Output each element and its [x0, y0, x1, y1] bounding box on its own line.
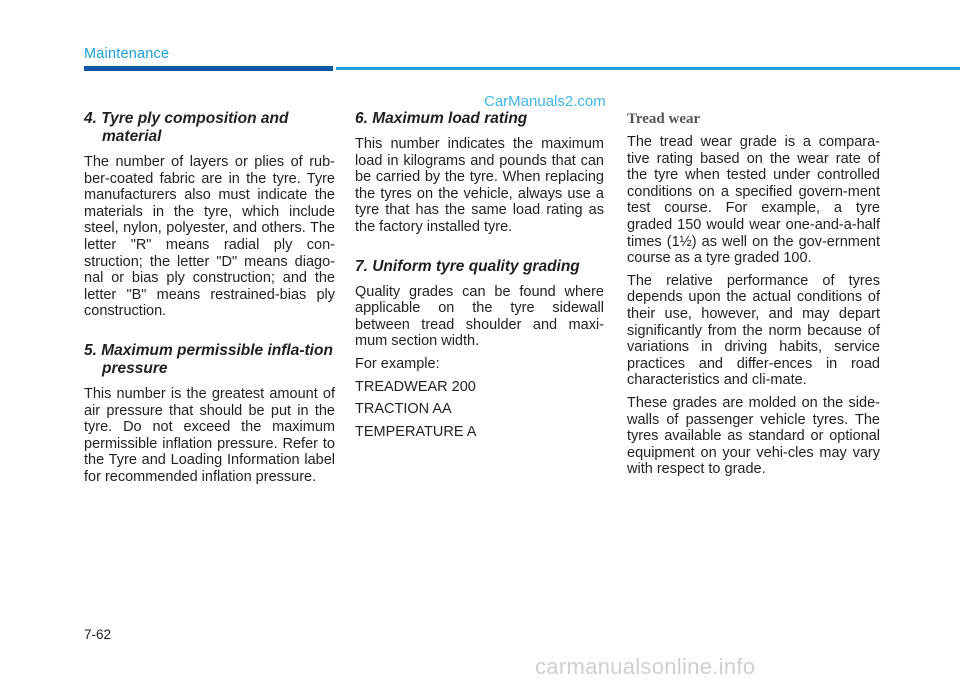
heading-max-load-rating: 6. Maximum load rating: [355, 110, 528, 127]
example-temperature: TEMPERATURE A: [355, 423, 477, 440]
heading-ply-composition: 4. Tyre ply composition and material: [84, 110, 289, 145]
site-watermark: carmanualsonline.info: [535, 654, 756, 679]
column-2: [355, 110, 604, 446]
example-treadwear: TREADWEAR 200: [355, 378, 476, 395]
paragraph-tread-wear-2: The relative performance of tyres depends upon the actual conditions of their use, however, and may depart significantly from the norm because of variations in driving habits, service practices and differ-ences in road characteristics and cli-mate.: [627, 272, 880, 389]
paragraph-uniform-quality-grading: Quality grades can be found where applicable on the tyre sidewall between tread shoulder and maxi-mum section width.: [355, 283, 604, 350]
paragraph-max-load-rating: This number indicates the maximum load in kilograms and pounds that can be carried by the tyre. When replacing the tyres on the vehicle, always use a tyre that has the same load rating as the factory installed tyre.: [355, 136, 604, 235]
header-rule-dark: [84, 66, 333, 71]
column-3: [627, 110, 880, 484]
heading-uniform-quality-grading: 7. Uniform tyre quality grading: [355, 257, 580, 275]
example-label: For example:: [355, 355, 440, 372]
header-rule-light: [336, 67, 960, 70]
heading-max-inflation-pressure: 5. Maximum permissible infla-tion pressure: [84, 341, 333, 377]
paragraph-ply-composition: The number of layers or plies of rub-ber-coated fabric are in the tyre. Tyre manufacturers also must indicate the materials in the tyre, which include steel, nylon, polyester, and others. The letter "R" means radial ply con-struction; the letter "D" means diago-nal or bias ply construction; and the letter "B" means restrained-bias ply construction.: [84, 154, 335, 320]
heading-tread-wear: Tread wear: [627, 111, 701, 127]
section-title: Maintenance: [84, 46, 170, 62]
paragraph-tread-wear-1: The tread wear grade is a compara-tive rating based on the wear rate of the tyre when tested under controlled conditions on a specified govern-ment test course. For example, a tyre graded 150 would wear one-and-a-half times (1½) as well on the gov-ernment course as a tyre graded 100.: [627, 134, 880, 267]
paragraph-max-inflation-pressure: This number is the greatest amount of air pressure that should be put in the tyre. Do not exceed the maximum permissible inflation pressure. Refer to the Tyre and Loading Information label for recommended inflation pressure.: [84, 385, 335, 485]
page-number: 7-62: [84, 627, 112, 642]
watermark: CarManuals2.com: [484, 93, 606, 110]
paragraph-tread-wear-3: These grades are molded on the side-walls of passenger vehicle tyres. The tyres available as standard or optional equipment on your vehi-cles may vary with respect to grade.: [627, 394, 880, 478]
example-traction: TRACTION AA: [355, 401, 452, 418]
column-1: [84, 110, 335, 492]
